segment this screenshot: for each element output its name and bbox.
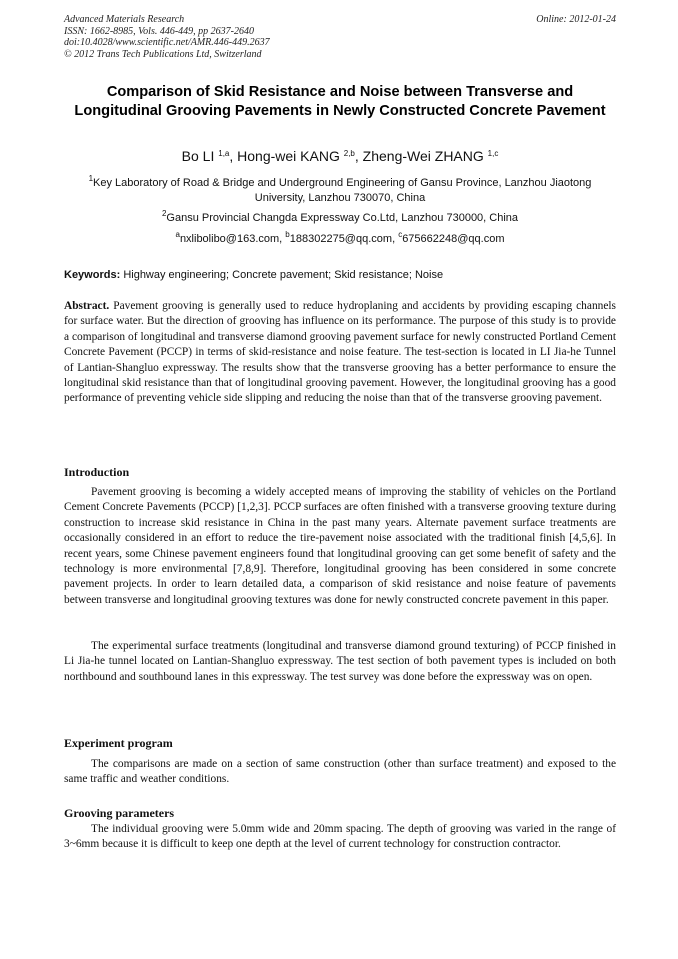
abstract-text: Pavement grooving is generally used to reduce hydroplaning and accidents by providing escaping channels for surface water. But the direction of grooving has influence on its performance. The purpose of this study is to provide a comparison of longitudinal and transverse diamond grooving pavement surface for newly constructed Portland Cement Concrete Pavement (PCCP) in terms of skid-resistance and noise feature. The test-section is located in LI Jia-he Tunnel of Lantian-Shangluo expressway. The results show that the transverse grooving has a better performance to ensure the longitudinal skid resistance than that of longitudinal grooving pavement. However, the longitudinal grooving has a good performance of preventing vehicle side slipping and reducing the noise than that of the transverse grooving pavement. xyxy=(64,300,616,405)
online-date: Online: 2012-01-24 xyxy=(536,14,616,25)
introduction-heading: Introduction xyxy=(64,465,130,479)
paper-title: Comparison of Skid Resistance and Noise between Transverse and Longitudinal Grooving Pavements in Newly Constructed Concrete Pavement xyxy=(74,84,606,119)
journal-doi: doi:10.4028/www.scientific.net/AMR.446-449.2637 xyxy=(64,37,270,48)
journal-name: Advanced Materials Research xyxy=(64,14,185,25)
keywords-label: Keywords: xyxy=(64,269,121,281)
author-name: Zheng-Wei ZHANG xyxy=(362,148,484,164)
author-sup: 1,a xyxy=(218,149,230,158)
email-sup: a xyxy=(175,230,180,239)
journal-header xyxy=(64,14,616,60)
email-list: $^a$nxlibolibo@163.com, $^b$188302275@qq.com, $^c$675662248@qq.com xyxy=(175,230,505,245)
email-address[interactable]: 675662248@qq.com xyxy=(402,233,505,245)
affiliation-sup: 2 xyxy=(161,209,167,218)
abstract-label: Abstract. xyxy=(64,300,110,312)
grooving-paragraph: The individual grooving were 5.0mm wide and 20mm spacing. The depth of grooving was varied in the range of 3~6mm because it is difficult to keep one depth at the level of current technology for construction contractor. xyxy=(64,823,616,851)
journal-copyright: © 2012 Trans Tech Publications Ltd, Switzerland xyxy=(64,48,262,60)
keywords xyxy=(64,268,616,283)
affiliation-sup: 1 xyxy=(88,174,94,183)
keywords-text: Highway engineering; Concrete pavement; Skid resistance; Noise xyxy=(123,269,444,281)
author-list: Bo LI $^{1,a}$, Hong-wei KANG $^{2,b}$, Zheng-Wei ZHANG $^{1,c}$ xyxy=(181,148,499,164)
email-address[interactable]: nxlibolibo@163.com xyxy=(179,233,280,245)
affiliation-text: Gansu Provincial Changda Expressway Co.Ltd, Lanzhou 730000, China xyxy=(166,212,519,224)
affiliation-text: Key Laboratory of Road & Bridge and Underground Engineering of Gansu Province, Lanzhou Jiaotong University, Lanzhou 730070, China xyxy=(93,177,592,204)
introduction-paragraph-1: Pavement grooving is becoming a widely accepted means of improving the stability of vehicles on the Portland Cement Concrete Pavements (PCCP) [1,2,3]. PCCP surfaces are often finished with a transverse grooving texture during construction to increase skid resistance in China in the past many years. Alternate pavement surface treatments are occasionally considered in an effort to reduce the tire-pavement noise associated with the traditional finish [4,5,6]. In recent years, some Chinese pavement engineers found that longitudinal grooving can get some benefit of safety and the technology is more environmental [7,8,9]. Therefore, longitudinal grooving has been considered in some concrete pavement projects. In order to learn detailed data, a comparison of skid resistance and noise feature of pavements between transverse and longitudinal grooving textures was done for newly constructed concrete pavement in this paper. xyxy=(64,486,616,606)
author-name: Bo LI xyxy=(181,148,215,164)
email-sup: b xyxy=(285,230,290,239)
author-name: Hong-wei KANG xyxy=(237,148,340,164)
affiliation-2 xyxy=(64,211,616,226)
email-sup: c xyxy=(398,230,403,239)
affiliation-1 xyxy=(64,176,616,206)
experiment-heading: Experiment program xyxy=(64,736,173,750)
author-sup: 1,c xyxy=(487,149,499,158)
journal-issn: ISSN: 1662-8985, Vols. 446-449, pp 2637-2640 xyxy=(64,25,254,37)
experiment-paragraph: The comparisons are made on a section of same construction (other than surface treatment) and exposed to the same traffic and weather conditions. xyxy=(64,758,616,786)
introduction-paragraph-2: The experimental surface treatments (longitudinal and transverse diamond ground texturing) of PCCP finished in Li Jia-he tunnel located on Lantian-Shangluo expressway. The test section of both pavement types is included on both northbound and southbound lanes in this expressway. The test survey was done before the expressway was on open. xyxy=(64,640,616,683)
abstract xyxy=(64,299,616,407)
grooving-heading: Grooving parameters xyxy=(64,806,175,820)
author-sup: 2,b xyxy=(343,149,355,158)
email-address[interactable]: 188302275@qq.com xyxy=(289,233,393,245)
